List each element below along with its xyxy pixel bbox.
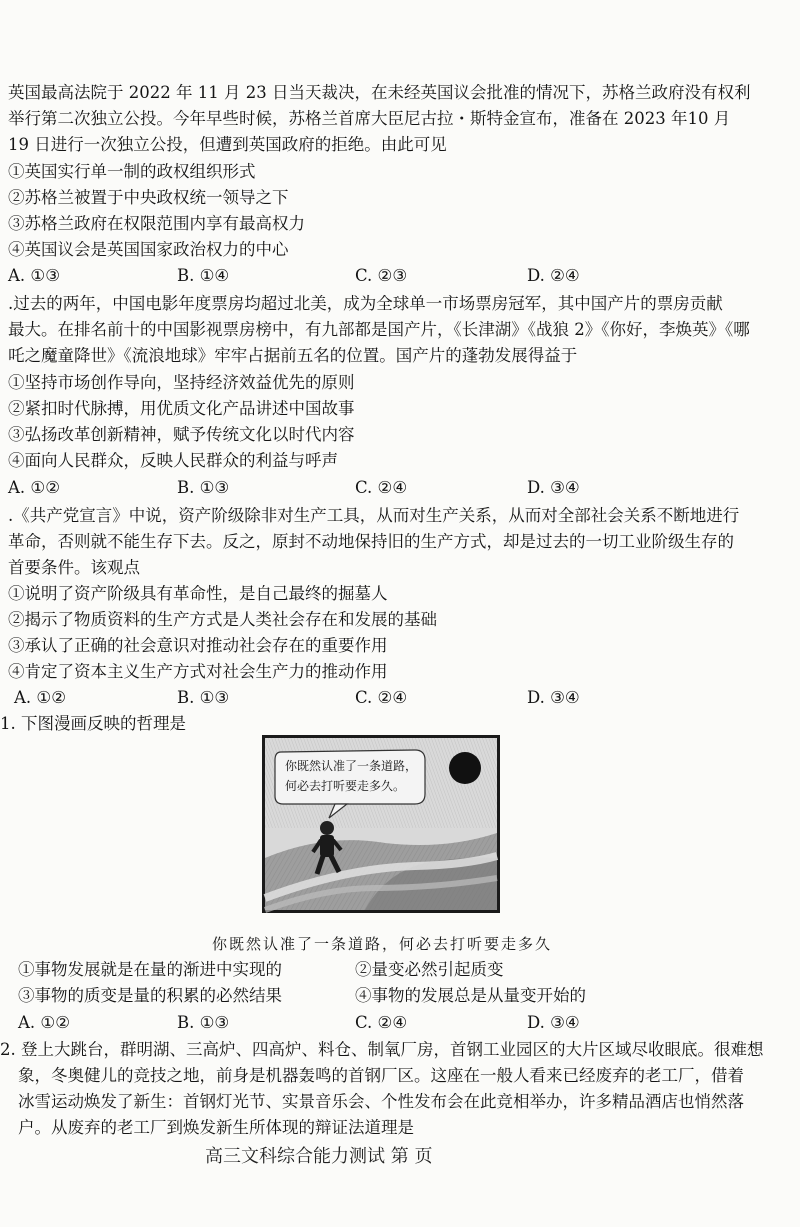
q4-item-4: ④事物的发展总是从量变开始的 bbox=[355, 986, 586, 1005]
q1-stem-line-3: 19 日进行一次独立公投，但遭到英国政府的拒绝。由此可见 bbox=[8, 135, 447, 154]
q3-option-b: B. ①③ bbox=[177, 688, 230, 707]
q2-item-4: ④面向人民群众，反映人民群众的利益与呼声 bbox=[8, 451, 338, 470]
q5-stem-line-3: 冰雪运动焕发了新生：首钢灯光节、实景音乐会、个性发布会在此竞相举办，许多精品酒店也悄然落 bbox=[18, 1092, 744, 1111]
q3-option-a: A. ①② bbox=[14, 688, 66, 707]
q1-item-4: ④英国议会是英国国家政治权力的中心 bbox=[8, 240, 289, 259]
q1-item-1: ①英国实行单一制的政权组织形式 bbox=[8, 162, 256, 181]
q2-stem-line-3: 吒之魔童降世》《流浪地球》牢牢占据前五名的位置。国产片的蓬勃发展得益于 bbox=[8, 346, 578, 365]
q1-option-d: D. ②④ bbox=[527, 266, 580, 285]
cartoon-bubble-line-1: 你既然认准了一条道路， bbox=[285, 759, 418, 773]
q5-stem-line-2: 象，冬奥健儿的竞技之地，前身是机器轰鸣的首钢厂区。这座在一般人看来已经废弃的老工厂，借着 bbox=[18, 1066, 744, 1085]
q1-stem-line-1: 英国最高法院于 2022 年 11 月 23 日当天裁决，在未经英国议会批准的情况下，苏格兰政府没有权利 bbox=[8, 83, 751, 102]
q4-stem: 1. 下图漫画反映的哲理是 bbox=[0, 714, 186, 733]
q2-item-2: ②紧扣时代脉搏，用优质文化产品讲述中国故事 bbox=[8, 399, 355, 418]
q1-option-a: A. ①③ bbox=[8, 266, 60, 285]
q3-item-4: ④肯定了资本主义生产方式对社会生产力的推动作用 bbox=[8, 662, 388, 681]
q1-option-c: C. ②③ bbox=[355, 266, 408, 285]
q3-stem-line-3: 首要条件。该观点 bbox=[8, 558, 140, 577]
q4-option-b: B. ①③ bbox=[177, 1013, 230, 1032]
q5-stem-line-1: 2. 登上大跳台，群明湖、三高炉、四高炉、料仓、制氧厂房，首钢工业园区的大片区域尽收眼底。很难想 bbox=[0, 1040, 764, 1059]
q2-stem-line-1: .过去的两年，中国电影年度票房均超过北美，成为全球单一市场票房冠军，其中国产片的票房贡献 bbox=[8, 294, 723, 313]
cartoon-bubble-line-2: 何必去打听要走多久。 bbox=[285, 779, 406, 793]
q1-item-2: ②苏格兰被置于中央政权统一领导之下 bbox=[8, 188, 289, 207]
q3-item-1: ①说明了资产阶级具有革命性，是自己最终的掘墓人 bbox=[8, 584, 388, 603]
q3-stem-line-2: 革命，否则就不能生存下去。反之，原封不动地保持旧的生产方式，却是过去的一切工业阶级生存的 bbox=[8, 532, 734, 551]
q4-option-d: D. ③④ bbox=[527, 1013, 580, 1032]
q2-option-a: A. ①② bbox=[8, 478, 60, 497]
q2-option-d: D. ③④ bbox=[527, 478, 580, 497]
q4-item-2: ②量变必然引起质变 bbox=[355, 960, 504, 979]
q3-item-3: ③承认了正确的社会意识对推动社会存在的重要作用 bbox=[8, 636, 388, 655]
q2-item-3: ③弘扬改革创新精神，赋予传统文化以时代内容 bbox=[8, 425, 355, 444]
q4-option-c: C. ②④ bbox=[355, 1013, 408, 1032]
cartoon-image bbox=[262, 735, 500, 913]
q1-stem-line-2: 举行第二次独立公投。今年早些时候，苏格兰首席大臣尼古拉・斯特金宣布，准备在 2023 年10 月 bbox=[8, 109, 731, 128]
q2-stem-line-2: 最大。在排名前十的中国影视票房榜中，有九部都是国产片，《长津湖》《战狼 2》《你好，李焕英》《哪 bbox=[8, 320, 750, 339]
q2-option-b: B. ①③ bbox=[177, 478, 230, 497]
q3-stem-line-1: .《共产党宣言》中说，资产阶级除非对生产工具，从而对生产关系，从而对全部社会关系不断地进行 bbox=[8, 506, 740, 525]
q3-option-c: C. ②④ bbox=[355, 688, 408, 707]
q1-option-b: B. ①④ bbox=[177, 266, 230, 285]
q1-item-3: ③苏格兰政府在权限范围内享有最高权力 bbox=[8, 214, 305, 233]
q2-item-1: ①坚持市场创作导向，坚持经济效益优先的原则 bbox=[8, 373, 355, 392]
q4-option-a: A. ①② bbox=[18, 1013, 70, 1032]
q4-item-1: ①事物发展就是在量的渐进中实现的 bbox=[18, 960, 282, 979]
q3-item-2: ②揭示了物质资料的生产方式是人类社会存在和发展的基础 bbox=[8, 610, 437, 629]
q2-option-c: C. ②④ bbox=[355, 478, 408, 497]
q3-option-d: D. ③④ bbox=[527, 688, 580, 707]
q5-stem-line-4: 户。从废弃的老工厂到焕发新生所体现的辩证法道理是 bbox=[18, 1118, 414, 1137]
q4-item-3: ③事物的质变是量的积累的必然结果 bbox=[18, 986, 282, 1005]
cartoon-caption: 你既然认准了一条道路，何必去打听要走多久 bbox=[212, 935, 553, 953]
page-footer: 高三文科综合能力测试 第 页 bbox=[205, 1146, 433, 1167]
